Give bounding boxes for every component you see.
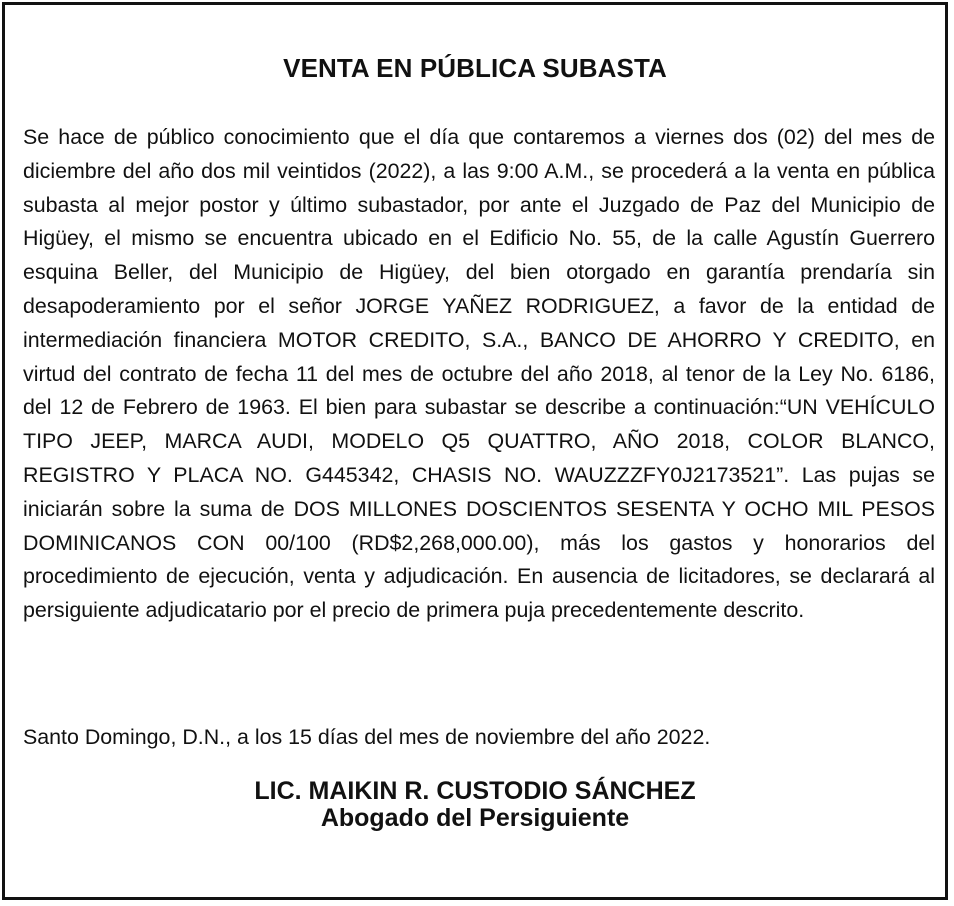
signatory-name: LIC. MAIKIN R. CUSTODIO SÁNCHEZ [254,777,696,805]
notice-dateline: Santo Domingo, D.N., a los 15 días del mes de noviembre del año 2022. [23,725,711,749]
signatory-role: Abogado del Persiguiente [320,804,630,832]
legal-notice-box [2,2,948,900]
notice-title: VENTA EN PÚBLICA SUBASTA [283,53,667,83]
notice-body-text: Se hace de público conocimiento que el día que contaremos a viernes dos (02) del mes de diciembre del año dos mil veintidos (2022), a las 9:00 A.M., se procederá a la venta en pública subasta al mejor postor y último subastador, por ante el Juzgado de Paz del Municipio de Higüey, el mismo se encuentra ubicado en el Edificio No. 55, de la calle Agustín Guerrero esquina Beller, del Municipio de Higüey, del bien otorgado en garantía prendaría sin desapoderamiento por el señor JORGE YAÑEZ RODRIGUEZ, a favor de la entidad de intermediación financiera MOTOR CREDITO, S.A., BANCO DE AHORRO Y CREDITO, en virtud del contrato de fecha 11 del mes de octubre del año 2018, al tenor de la Ley No. 6186, del 12 de Febrero de 1963. El bien para subastar se describe a continuación:“UN VEHÍCULO TIPO JEEP, MARCA AUDI, MODELO Q5 QUATTRO, AÑO 2018, COLOR BLANCO, REGISTRO Y PLACA NO. G445342, CHASIS NO. WAUZZZFY0J2173521”. Las pujas se iniciarán sobre la suma de DOS MILLONES DOSCIENTOS SESENTA Y OCHO MIL PESOS DOMINICANOS CON 00/100 (RD$2,268,000.00), más los gastos y honorarios del procedimiento de ejecución, venta y adjudicación. En ausencia de licitadores, se declarará al persiguiente adjudicatario por el precio de primera puja precedentemente descrito. [23,125,935,623]
signature-block [5,778,945,832]
